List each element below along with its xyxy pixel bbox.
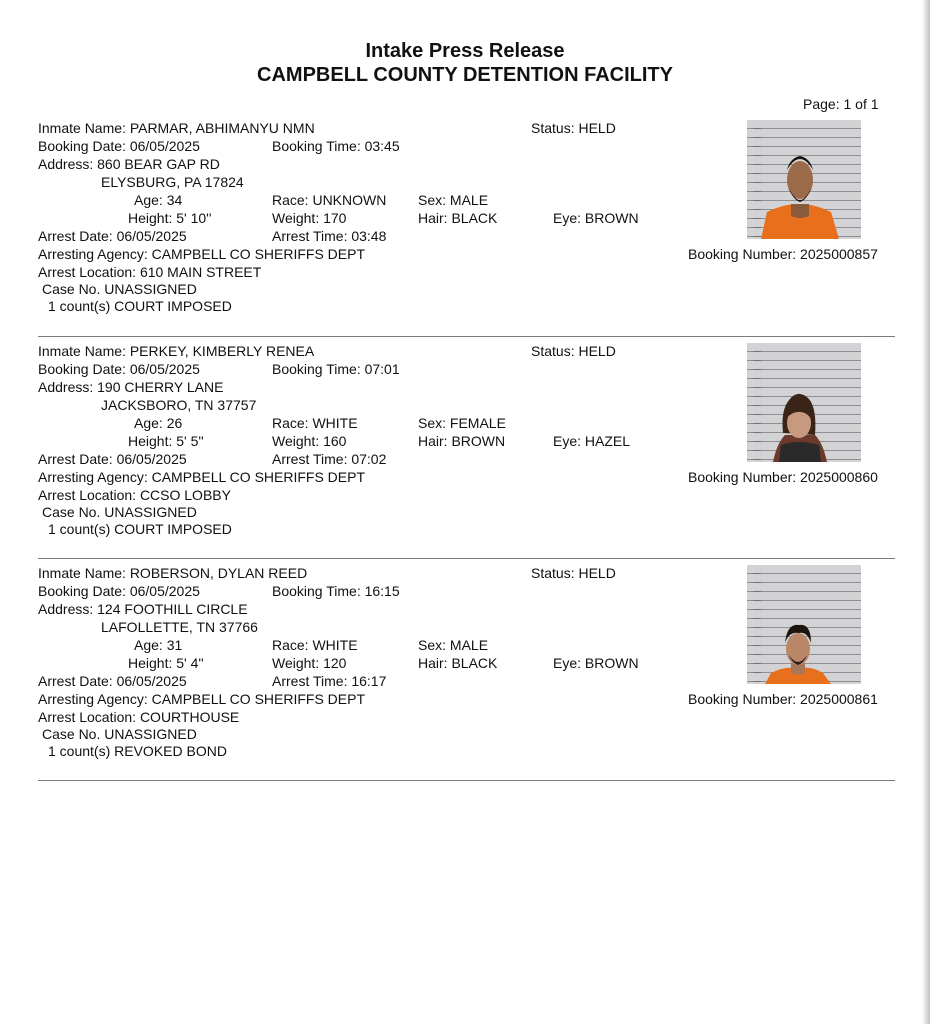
height: Height: 5' 10''	[128, 210, 212, 226]
booking-photo	[747, 343, 861, 462]
arrest-location: Arrest Location: COURTHOUSE	[38, 709, 240, 725]
arresting-agency: Arresting Agency: CAMPBELL CO SHERIFFS DEPT	[38, 691, 366, 707]
booking-date: Booking Date: 06/05/2025	[38, 361, 200, 377]
weight: Weight: 160	[272, 433, 347, 449]
age: Age: 34	[134, 192, 183, 208]
weight: Weight: 120	[272, 655, 347, 671]
age: Age: 26	[134, 415, 183, 431]
case-number: Case No. UNASSIGNED	[42, 281, 197, 297]
arresting-agency: Arresting Agency: CAMPBELL CO SHERIFFS DEPT	[38, 246, 366, 262]
charge: 1 count(s) COURT IMPOSED	[48, 298, 232, 314]
booking-photo	[747, 565, 861, 684]
booking-time: Booking Time: 16:15	[272, 583, 400, 599]
inmate-record	[0, 342, 930, 564]
booking-photo	[747, 120, 861, 239]
arrest-date: Arrest Date: 06/05/2025	[38, 228, 187, 244]
charge: 1 count(s) COURT IMPOSED	[48, 521, 232, 537]
inmate-name: Inmate Name: ROBERSON, DYLAN REED	[38, 565, 308, 581]
inmate-record	[0, 564, 930, 786]
hair: Hair: BLACK	[418, 210, 498, 226]
record-divider	[38, 336, 895, 337]
booking-time: Booking Time: 07:01	[272, 361, 400, 377]
booking-date: Booking Date: 06/05/2025	[38, 583, 200, 599]
booking-number: Booking Number: 2025000857	[688, 246, 878, 262]
race: Race: WHITE	[272, 637, 358, 653]
address-line1: Address: 860 BEAR GAP RD	[38, 156, 220, 172]
booking-time: Booking Time: 03:45	[272, 138, 400, 154]
booking-number: Booking Number: 2025000861	[688, 691, 878, 707]
arresting-agency: Arresting Agency: CAMPBELL CO SHERIFFS DEPT	[38, 469, 366, 485]
height: Height: 5' 4''	[128, 655, 204, 671]
inmate-record	[0, 119, 930, 341]
arrest-location: Arrest Location: 610 MAIN STREET	[38, 264, 262, 280]
address-line1: Address: 190 CHERRY LANE	[38, 379, 224, 395]
race: Race: WHITE	[272, 415, 358, 431]
page-number: Page: 1 of 1	[803, 96, 879, 112]
sex: Sex: MALE	[418, 192, 489, 208]
age: Age: 31	[134, 637, 183, 653]
eye: Eye: BROWN	[553, 655, 639, 671]
status: Status: HELD	[531, 120, 616, 136]
booking-number: Booking Number: 2025000860	[688, 469, 878, 485]
address-line2: LAFOLLETTE, TN 37766	[101, 619, 258, 635]
facility-name: CAMPBELL COUNTY DETENTION FACILITY	[257, 64, 673, 86]
case-number: Case No. UNASSIGNED	[42, 504, 197, 520]
booking-date: Booking Date: 06/05/2025	[38, 138, 200, 154]
hair: Hair: BROWN	[418, 433, 506, 449]
arrest-location: Arrest Location: CCSO LOBBY	[38, 487, 231, 503]
eye: Eye: HAZEL	[553, 433, 631, 449]
address-line1: Address: 124 FOOTHILL CIRCLE	[38, 601, 248, 617]
arrest-time: Arrest Time: 16:17	[272, 673, 387, 689]
race: Race: UNKNOWN	[272, 192, 387, 208]
record-divider	[38, 780, 895, 781]
weight: Weight: 170	[272, 210, 347, 226]
hair: Hair: BLACK	[418, 655, 498, 671]
address-line2: ELYSBURG, PA 17824	[101, 174, 244, 190]
inmate-name: Inmate Name: PERKEY, KIMBERLY RENEA	[38, 343, 315, 359]
arrest-time: Arrest Time: 07:02	[272, 451, 387, 467]
arrest-time: Arrest Time: 03:48	[272, 228, 387, 244]
document-title: Intake Press Release	[365, 40, 565, 62]
height: Height: 5' 5''	[128, 433, 204, 449]
record-divider	[38, 558, 895, 559]
arrest-date: Arrest Date: 06/05/2025	[38, 451, 187, 467]
case-number: Case No. UNASSIGNED	[42, 726, 197, 742]
status: Status: HELD	[531, 343, 616, 359]
status: Status: HELD	[531, 565, 616, 581]
address-line2: JACKSBORO, TN 37757	[101, 397, 257, 413]
inmate-name: Inmate Name: PARMAR, ABHIMANYU NMN	[38, 120, 315, 136]
eye: Eye: BROWN	[553, 210, 639, 226]
charge: 1 count(s) REVOKED BOND	[48, 743, 227, 759]
sex: Sex: FEMALE	[418, 415, 506, 431]
sex: Sex: MALE	[418, 637, 489, 653]
arrest-date: Arrest Date: 06/05/2025	[38, 673, 187, 689]
